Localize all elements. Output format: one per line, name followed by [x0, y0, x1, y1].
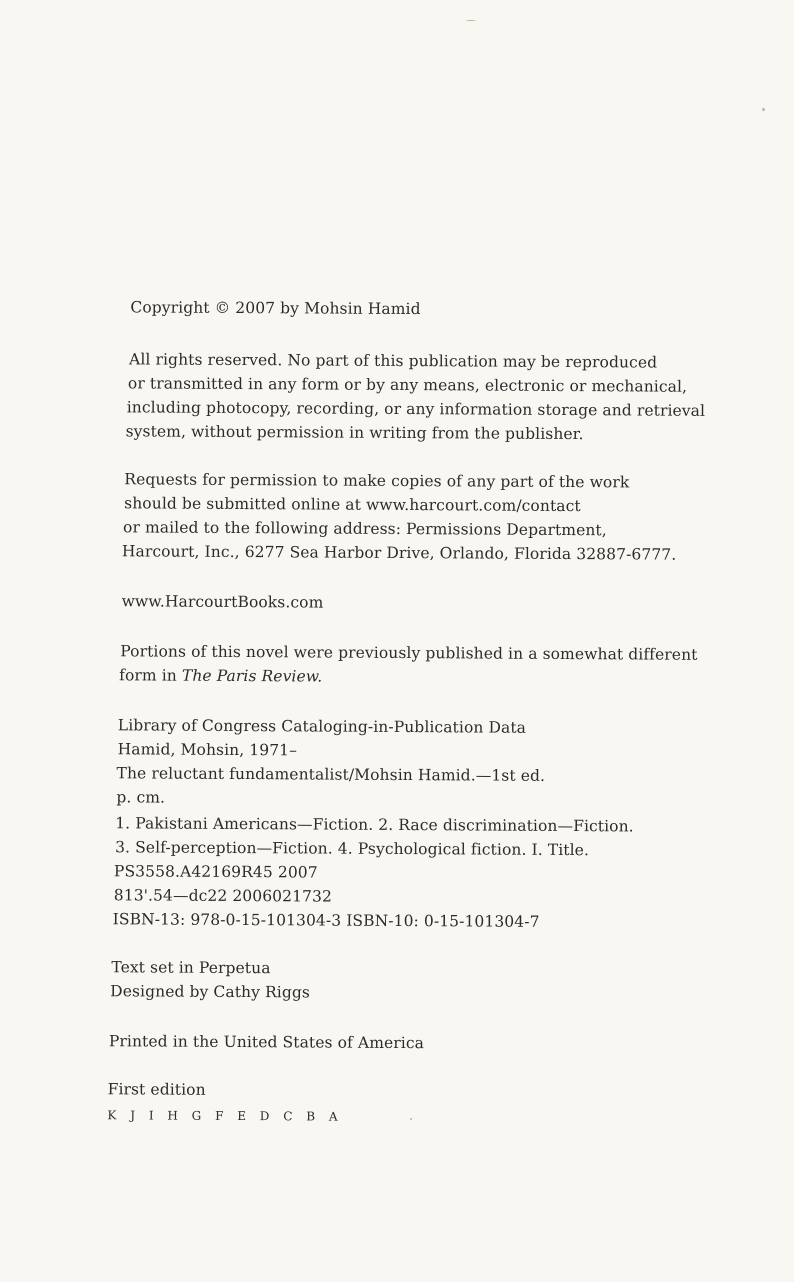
publisher-website: www.HarcourtBooks.com	[121, 592, 324, 612]
cip-call-number: PS3558.A42169R45 2007	[113, 862, 318, 882]
rights-line-3: including photocopy, recording, or any information storage and retrieval	[126, 398, 706, 420]
portions-line-1: Portions of this novel were previously published in a somewhat different	[120, 642, 698, 664]
permissions-line-2: should be submitted online at www.harcourt.com/contact	[124, 494, 581, 516]
cip-author: Hamid, Mohsin, 1971–	[117, 740, 298, 760]
cip-title: The reluctant fundamentalist/Mohsin Hamid.—1st ed.	[116, 764, 546, 785]
portions-line-2	[119, 666, 322, 685]
permissions-line-1: Requests for permission to make copies of any part of the work	[124, 470, 630, 492]
paper-speck	[466, 20, 476, 21]
printed-in-line: Printed in the United States of America	[108, 1032, 425, 1053]
paris-review-title: The Paris Review.	[181, 666, 323, 686]
cip-dewey: 813'.54—dc22 2006021732	[113, 886, 333, 906]
paper-speck	[762, 108, 765, 111]
cip-subjects-2: 3. Self-perception—Fiction. 4. Psychological fiction. I. Title.	[115, 838, 590, 860]
permissions-line-4: Harcourt, Inc., 6277 Sea Harbor Drive, Orlando, Florida 32887-6777.	[121, 542, 677, 564]
edition-line: First edition	[107, 1080, 206, 1099]
designer-line: Designed by Cathy Riggs	[110, 982, 311, 1002]
portions-line-2-prefix: form in	[119, 666, 182, 685]
printer-key: K J I H G F E D C B A	[107, 1108, 343, 1124]
cip-subjects-1: 1. Pakistani Americans—Fiction. 2. Race discrimination—Fiction.	[115, 814, 634, 836]
cip-pagination: p. cm.	[116, 788, 166, 807]
rights-line-1: All rights reserved. No part of this publication may be reproduced	[129, 350, 658, 372]
paper-speck	[410, 1118, 412, 1120]
copyright-line: Copyright © 2007 by Mohsin Hamid	[130, 298, 421, 319]
rights-line-2: or transmitted in any form or by any means, electronic or mechanical,	[127, 374, 688, 396]
rights-line-4: system, without permission in writing from the publisher.	[125, 422, 584, 444]
typeface-line: Text set in Perpetua	[111, 958, 271, 978]
cip-heading: Library of Congress Cataloging-in-Publication Data	[117, 716, 527, 737]
permissions-line-3: or mailed to the following address: Permissions Department,	[122, 518, 607, 540]
cip-isbn: ISBN-13: 978-0-15-101304-3 ISBN-10: 0-15-101304-7	[112, 910, 540, 931]
